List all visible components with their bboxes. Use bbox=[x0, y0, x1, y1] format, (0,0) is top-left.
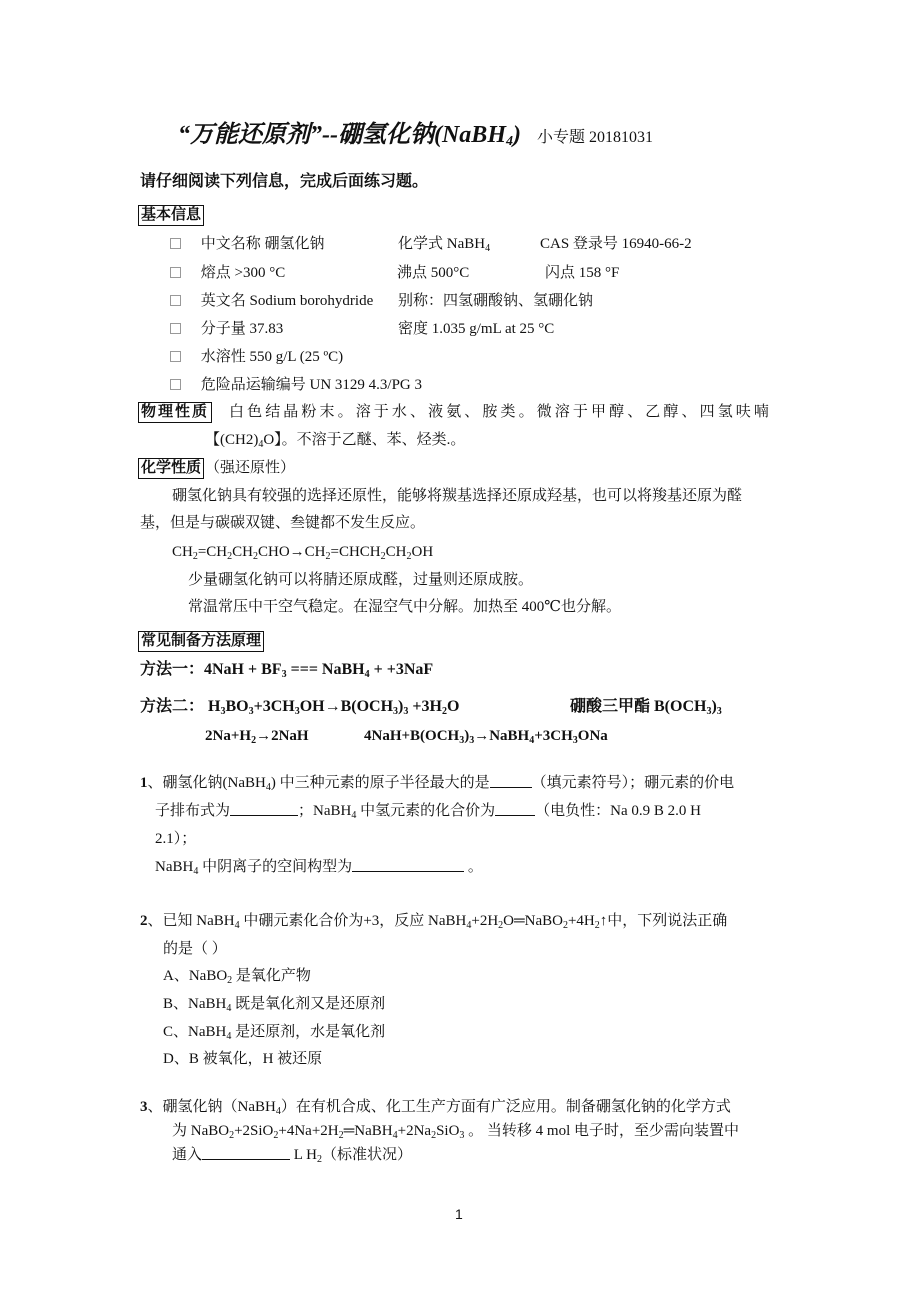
prep-method-3: $2Na+H_2\to 2NaH$ bbox=[205, 728, 309, 746]
answer-blank[interactable] bbox=[490, 775, 532, 788]
answer-blank[interactable] bbox=[352, 859, 464, 872]
question-3-line-1: 3、硼氢化钠（NaBH$_4$）在有机合成、化工生产方面有广泛应用。制备硼氢化钠的化学方式 bbox=[140, 1099, 731, 1117]
page-number: 1 bbox=[455, 1206, 463, 1222]
basic-cas: CAS 登录号 16940-66-2 bbox=[540, 236, 692, 252]
chemical-equation: $CH_2=CH_2CH_2CHO\to CH_2=CHCH_2CH_2OH$ bbox=[172, 544, 434, 562]
bullet-icon bbox=[170, 323, 181, 334]
basic-row-3: 英文名 Sodium borohydride bbox=[170, 292, 373, 311]
bullet-icon bbox=[170, 238, 181, 249]
title-main: “万能还原剂”--硼氢化钠(NaBH$_4$) bbox=[178, 122, 521, 149]
bullet-icon bbox=[170, 351, 181, 362]
basic-alias: 别称：四氢硼酸钠、氢硼化钠 bbox=[398, 293, 594, 309]
basic-row-6: 危险品运输编号 UN 3129 4.3/PG 3 bbox=[170, 376, 422, 395]
chemical-para-1-line-1: 硼氢化钠具有较强的选择还原性，能够将羰基选择还原成羟基，也可以将羧基还原为醛 bbox=[172, 488, 743, 504]
basic-row-4: 分子量 37.83 bbox=[170, 320, 283, 339]
basic-row-5: 水溶性 550 g/L (25 ºC) bbox=[170, 348, 343, 367]
prep-method-1: 方法一：$4NaH + BF_3$ === NaBH$_4$ + +3NaF bbox=[140, 661, 434, 680]
instruction: 请仔细阅读下列信息，完成后面练习题。 bbox=[140, 173, 429, 190]
option-d[interactable]: D、B 被氧化，H 被还原 bbox=[163, 1051, 323, 1067]
section-chemical-label: 化学性质 bbox=[138, 458, 204, 479]
page-title bbox=[178, 120, 653, 150]
prep-method-4: $4NaH+B(OCH_3)_3\to NaBH_4+3CH_3ONa$ bbox=[364, 728, 608, 746]
answer-blank[interactable] bbox=[495, 803, 535, 816]
answer-blank[interactable] bbox=[202, 1147, 290, 1160]
question-3-line-2: 为 $NaBO_2+2SiO_2+4Na+2H_2═NaBH_4+2Na_2SiO_3$ 。 当转移 4 mol 电子时，至少需向装置中 bbox=[172, 1123, 739, 1141]
question-2-line-1: 2、已知 NaBH$_4$ 中硼元素化合价为+3，反应 $NaBH_4+2H_2O═NaBO_2+4H_2↑$中，下列说法正确 bbox=[140, 913, 728, 931]
chemical-para-1-line-2: 基，但是与碳碳双键、叁键都不发生反应。 bbox=[140, 515, 426, 531]
option-b[interactable]: B、NaBH$_4$ 既是氧化剂又是还原剂 bbox=[163, 996, 386, 1014]
basic-boiling: 沸点 500°C bbox=[397, 265, 470, 281]
section-basic-label: 基本信息 bbox=[138, 205, 204, 226]
chemical-note: （强还原性） bbox=[205, 460, 296, 476]
prep-method-2: 方法二： $H_3BO_3+3CH_3OH\to B(OCH_3)_3 +3H_2O$ bbox=[140, 698, 460, 717]
bullet-icon bbox=[170, 379, 181, 390]
section-physical-label: 物理性质 bbox=[138, 402, 212, 423]
answer-blank[interactable] bbox=[230, 803, 298, 816]
question-1-line-4: NaBH$_4$ 中阴离子的空间构型为 。 bbox=[155, 859, 483, 877]
question-3-line-3: 通入 L $H_2$（标准状况） bbox=[172, 1147, 412, 1165]
question-1-line-3: 2.1）； bbox=[155, 831, 197, 847]
prep-method-2-note: 硼酸三甲酯 $B(OCH_3)_3$ bbox=[570, 698, 722, 717]
basic-density: 密度 1.035 g/mL at 25 °C bbox=[398, 321, 555, 337]
basic-row-1: 中文名称 硼氢化钠 bbox=[170, 235, 325, 254]
chemical-para-2: 少量硼氢化钠可以将腈还原成醛，过量则还原成胺。 bbox=[188, 572, 534, 588]
physical-line-1: 白色结晶粉末。溶于水、液氨、胺类。微溶于甲醇、乙醇、四氢呋喃 bbox=[229, 404, 773, 420]
chemical-para-3: 常温常压中干空气稳定。在湿空气中分解。加热至 400℃也分解。 bbox=[188, 599, 622, 615]
basic-formula: 化学式 NaBH$_4$ bbox=[398, 236, 491, 254]
option-a[interactable]: A、NaBO$_2$ 是氧化产物 bbox=[163, 968, 311, 986]
physical-line-2: 【$(CH2)_4O$】。不溶于乙醚、苯、烃类.。 bbox=[205, 432, 466, 450]
question-2-line-2: 的是（ ） bbox=[163, 941, 227, 957]
bullet-icon bbox=[170, 295, 181, 306]
basic-flash: 闪点 158 °F bbox=[545, 265, 620, 281]
bullet-icon bbox=[170, 267, 181, 278]
question-1-line-2: 子排布式为 ；NaBH$_4$ 中氢元素的化合价为 （电负性：Na 0.9 B 2.0 H bbox=[155, 803, 701, 821]
option-c[interactable]: C、NaBH$_4$ 是还原剂，水是氧化剂 bbox=[163, 1024, 386, 1042]
basic-row-2: 熔点 >300 °C bbox=[170, 264, 285, 283]
section-prep-label: 常见制备方法原理 bbox=[138, 631, 264, 652]
question-1-line-1: 1、硼氢化钠(NaBH$_4$) 中三种元素的原子半径最大的是 （填元素符号）；硼元素的价电 bbox=[140, 775, 735, 793]
title-small: 小专题 20181031 bbox=[536, 129, 653, 146]
